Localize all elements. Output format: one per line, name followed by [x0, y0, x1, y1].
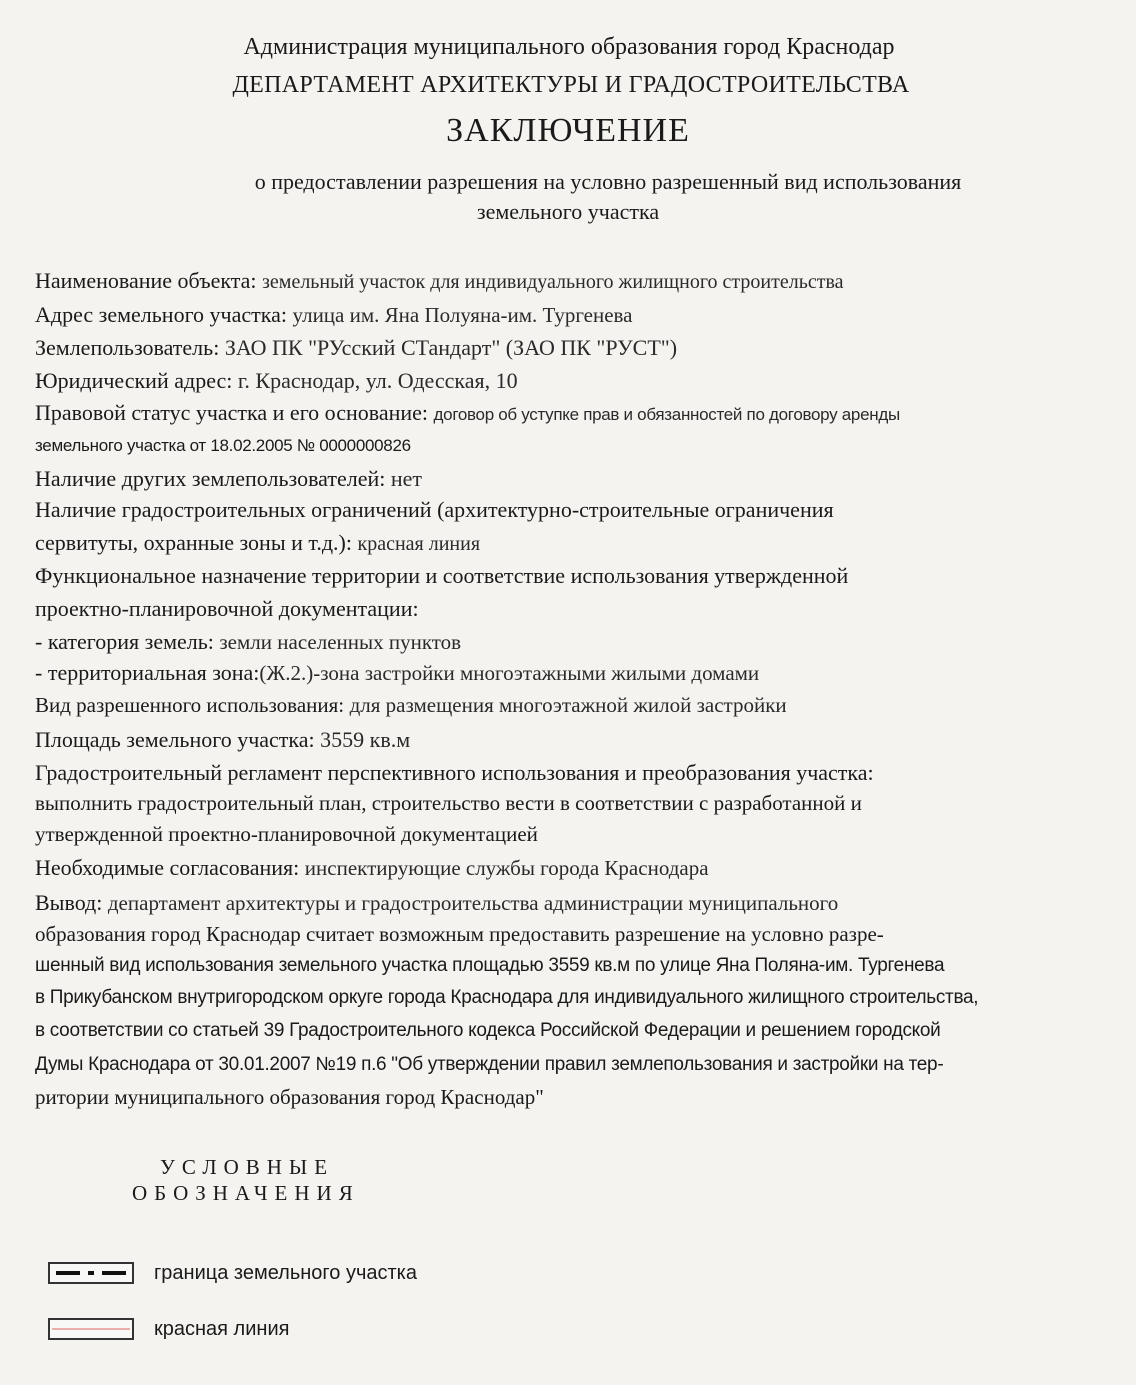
department-name: ДЕПАРТАМЕНТ АРХИТЕКТУРЫ И ГРАДОСТРОИТЕЛЬСТВА	[232, 72, 910, 98]
field-land-user-value: ЗАО ПК "РУсский СТандарт" (ЗАО ПК "РУСТ")	[224, 335, 678, 360]
field-restrictions-value: красная линия	[357, 533, 481, 555]
field-address-value: улица им. Яна Полуяна-им. Тургенева	[292, 303, 633, 327]
field-object-label: Наименование объекта:	[35, 268, 257, 293]
field-land-user-label: Землепользователь:	[35, 335, 220, 360]
field-regulation-value-line-1: выполнить градостроительный план, строительство вести в соответствии с разработанной и	[35, 791, 862, 815]
field-conclusion	[35, 890, 838, 916]
field-land-category	[35, 629, 461, 655]
field-conclusion-line-1: департамент архитектуры и градостроительства администрации муниципального	[107, 891, 839, 915]
field-permitted-use-value: для размещения многоэтажной жилой застройки	[349, 693, 787, 717]
field-legal-status	[35, 400, 900, 426]
field-permitted-use-label: Вид разрешенного использования:	[35, 693, 345, 717]
field-object-value: земельный участок для индивидуального жилищного строительства	[262, 271, 844, 293]
field-land-category-label: - категория земель:	[35, 629, 214, 654]
field-regulation-label: Градостроительный регламент перспективного использования и преобразования участка:	[35, 760, 874, 785]
legend-item-red-line-label: красная линия	[154, 1318, 290, 1340]
legend-title-line-1: УСЛОВНЫЕ	[160, 1155, 335, 1179]
red-line-icon-graphic	[50, 1320, 132, 1338]
field-zone	[35, 660, 759, 686]
legend-title-line-2: ОБОЗНАЧЕНИЯ	[132, 1181, 360, 1205]
field-legal-address-value: г. Краснодар, ул. Одесская, 10	[237, 368, 518, 393]
field-restrictions-line-1: Наличие градостроительных ограничений (архитектурно-строительные ограничения	[35, 497, 834, 522]
field-approvals-value: инспектирующие службы города Краснодара	[304, 856, 709, 880]
field-land-category-value: земли населенных пунктов	[219, 630, 462, 654]
dash-dot-line-icon-graphic	[50, 1264, 132, 1282]
field-restrictions-label: сервитуты, охранные зоны и т.д.):	[35, 530, 352, 555]
field-conclusion-line-3: шенный вид использования земельного участка площадью 3559 кв.м по улице Яна Поляна-им. Тургенева	[35, 955, 945, 976]
legend-item-boundary-label: граница земельного участка	[154, 1262, 417, 1284]
document-subtitle-line-2: земельного участка	[476, 199, 660, 224]
red-line-icon	[48, 1318, 134, 1340]
administration-name: Администрация муниципального образования город Краснодар	[243, 34, 895, 60]
field-area-value: 3559 кв.м	[320, 727, 411, 752]
field-legal-status-value-continued: земельного участка от 18.02.2005 № 0000000826	[35, 436, 411, 455]
field-restrictions	[35, 530, 480, 556]
field-approvals	[35, 855, 709, 881]
document-subtitle-line-1: о предоставлении разрешения на условно разрешенный вид использования	[254, 169, 962, 194]
document-title: ЗАКЛЮЧЕНИЕ	[446, 112, 690, 149]
field-address	[35, 302, 633, 328]
field-area-label: Площадь земельного участка:	[35, 727, 315, 752]
field-conclusion-label: Вывод:	[35, 890, 103, 915]
field-conclusion-line-6: Думы Краснодара от 30.01.2007 №19 п.6 "Об утверждении правил землепользования и застройки на тер-	[35, 1054, 944, 1075]
field-conclusion-line-2: образования город Краснодар считает возможным предоставить разрешение на условно разре-	[35, 922, 884, 946]
field-other-users-label: Наличие других землепользователей:	[35, 466, 386, 491]
field-functional-line-2: проектно-планировочной документации:	[35, 596, 419, 621]
field-regulation-value-line-2: утвержденной проектно-планировочной документацией	[35, 822, 538, 846]
field-legal-address-label: Юридический адрес:	[35, 368, 233, 393]
field-object	[35, 268, 844, 294]
field-conclusion-line-7: ритории муниципального образования город Краснодар"	[35, 1085, 544, 1109]
field-functional-line-1: Функциональное назначение территории и соответствие использования утвержденной	[35, 563, 849, 588]
field-other-users-value: нет	[390, 466, 423, 491]
field-conclusion-line-5: в соответствии со статьей 39 Градостроительного кодекса Российской Федерации и решением городской	[35, 1020, 941, 1041]
field-legal-address	[35, 368, 518, 394]
dash-dot-line-icon	[48, 1262, 134, 1284]
field-conclusion-line-4: в Прикубанском внутригородском оркуге города Краснодара для индивидуального жилищного строительства,	[35, 987, 979, 1008]
field-legal-status-value: договор об уступке прав и обязанностей по договору аренды	[433, 405, 900, 424]
field-zone-value: (Ж.2.)-зона застройки многоэтажными жилыми домами	[259, 661, 760, 685]
field-address-label: Адрес земельного участка:	[35, 302, 288, 327]
field-legal-status-label: Правовой статус участка и его основание:	[35, 400, 429, 425]
field-zone-label: - территориальная зона:	[35, 660, 260, 685]
field-area	[35, 727, 410, 753]
field-approvals-label: Необходимые согласования:	[35, 855, 300, 880]
field-other-users	[35, 466, 422, 492]
field-permitted-use	[35, 692, 787, 718]
field-land-user	[35, 335, 677, 361]
